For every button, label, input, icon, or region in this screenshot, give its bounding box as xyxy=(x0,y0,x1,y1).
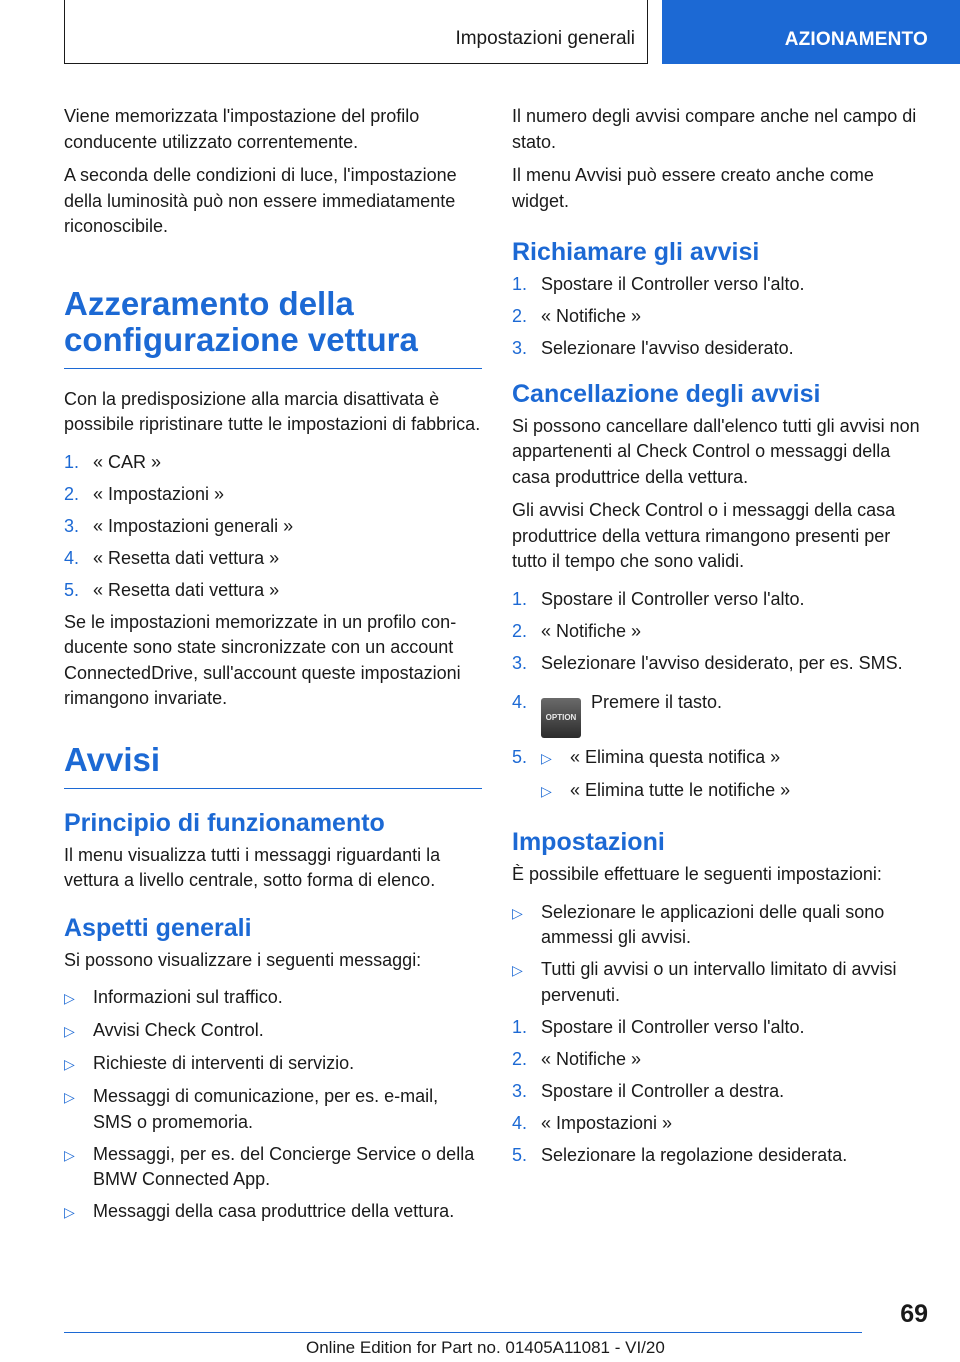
step-number: 4. xyxy=(512,692,528,712)
triangle-bullet-icon: ▷ xyxy=(512,962,523,978)
paragraph: Si possono visualizzare i seguenti messaggi: xyxy=(64,949,422,970)
footer-edition: Online Edition for Part no. 01405A11081 - VI/20 xyxy=(306,1338,665,1357)
list-item xyxy=(64,1142,482,1193)
bullet-text: Avvisi Check Control. xyxy=(93,1020,264,1040)
step-text: « Resetta dati vettura » xyxy=(93,547,280,568)
paragraph: Se le impostazioni memorizzate in un profilo conducente sono state sincronizzate con un account ConnectedDrive, sull'account queste impostazioni rimangono invariate. xyxy=(64,611,461,708)
step-number: 1. xyxy=(512,1016,528,1037)
list-item xyxy=(64,1199,482,1226)
step-text: Selezionare la regolazione desiderata. xyxy=(541,1144,848,1165)
heading-richiamare: Richiamare gli avvisi xyxy=(512,238,760,266)
delete-steps-list xyxy=(512,587,922,805)
settings-steps-list xyxy=(512,1015,922,1169)
step-text: « Notifiche » xyxy=(541,306,642,326)
step-number: 4. xyxy=(512,1112,528,1133)
bullet-text: Selezionare le applicazioni delle quali sono ammessi gli avvisi. xyxy=(541,901,885,947)
list-item xyxy=(64,514,482,540)
step-text: Selezionare l'avviso desiderato. xyxy=(541,338,794,358)
header-chapter-title: AZIONAMENTO xyxy=(784,29,928,50)
step-number: 5. xyxy=(512,746,528,767)
triangle-bullet-icon: ▷ xyxy=(512,904,523,921)
list-item xyxy=(512,1015,922,1041)
list-item xyxy=(512,957,922,1008)
triangle-bullet-icon: ▷ xyxy=(64,990,75,1006)
list-item xyxy=(64,1084,482,1135)
heading-reset: Azzeramento della configurazione vettura xyxy=(64,286,482,369)
right-column xyxy=(512,104,922,1175)
triangle-bullet-icon: ▷ xyxy=(541,749,552,766)
list-item xyxy=(512,336,922,362)
list-item xyxy=(512,272,922,298)
list-item xyxy=(512,690,922,738)
triangle-bullet-icon: ▷ xyxy=(64,1146,75,1163)
step-number: 2. xyxy=(512,620,528,641)
list-item xyxy=(64,578,482,604)
option-button-icon: OPTION xyxy=(541,698,581,738)
step-text: « Resetta dati vettura » xyxy=(93,579,280,600)
step-text: Spostare il Controller verso l'alto. xyxy=(541,1016,805,1037)
step-number: 1. xyxy=(512,274,528,294)
step-number: 3. xyxy=(64,515,80,536)
paragraph: Viene memorizzata l'impostazione del profilo conducente utilizzato correntemente. xyxy=(64,106,420,152)
step-number: 3. xyxy=(512,338,528,358)
triangle-bullet-icon: ▷ xyxy=(64,1204,75,1220)
paragraph: Con la predisposizione alla marcia disattivata è possibile ripristinare tutte le impostazioni di fabbrica. xyxy=(64,388,481,434)
step-number: 2. xyxy=(64,483,80,504)
step-number: 5. xyxy=(64,579,80,600)
step-text: « Impostazioni » xyxy=(93,483,225,504)
list-item xyxy=(512,745,922,772)
bullet-text: Richieste di interventi di servizio. xyxy=(93,1053,355,1073)
list-sub-item xyxy=(541,778,922,805)
paragraph: A seconda delle condizioni di luce, l'impostazione della luminosità può non essere immediatamente riconoscibile. xyxy=(64,165,457,236)
list-item xyxy=(64,1051,482,1078)
step-text: « CAR » xyxy=(93,451,162,472)
step-content xyxy=(541,690,722,738)
heading-principio: Principio di funzionamento xyxy=(64,808,385,837)
paragraph: Si possono cancellare dall'elenco tutti gli avvisi non appartenenti al Check Control o messaggi della casa produttrice della vettura. xyxy=(512,415,920,487)
left-column xyxy=(64,104,482,1232)
heading-cancellazione: Cancellazione degli avvisi xyxy=(512,379,821,408)
list-item xyxy=(64,482,482,508)
list-item xyxy=(64,546,482,572)
step-text: « Impostazioni generali » xyxy=(93,515,294,536)
step-text: « Notifiche » xyxy=(541,620,642,641)
footer-divider xyxy=(64,1332,862,1333)
step-text: Spostare il Controller verso l'alto. xyxy=(541,588,805,609)
paragraph: Il menu Avvisi può essere creato anche come widget. xyxy=(512,165,874,211)
triangle-bullet-icon: ▷ xyxy=(64,1089,75,1105)
triangle-bullet-icon: ▷ xyxy=(64,1056,75,1072)
list-item xyxy=(512,1047,922,1073)
step-number: 1. xyxy=(64,451,80,472)
header-section-title: Impostazioni generali xyxy=(455,28,635,49)
step-number: 3. xyxy=(512,652,528,673)
bullet-text: Messaggi di comunicazione, per es. e-mail, SMS o promemoria. xyxy=(93,1086,439,1132)
list-item xyxy=(512,1079,922,1105)
reset-steps-list xyxy=(64,450,482,604)
list-item xyxy=(512,1143,922,1169)
step-text: « Impostazioni » xyxy=(541,1112,673,1133)
step-number: 4. xyxy=(64,547,80,568)
bullet-text: Tutti gli avvisi o un intervallo limitato di avvisi pervenuti. xyxy=(541,959,897,1005)
list-item xyxy=(512,304,922,330)
bullet-text: « Elimina tutte le notifiche » xyxy=(570,779,791,800)
heading-impostazioni: Impostazioni xyxy=(512,828,665,856)
paragraph: È possibile effettuare le seguenti impostazioni: xyxy=(512,864,882,884)
step-text: Selezionare l'avviso desiderato, per es. SMS. xyxy=(541,652,903,673)
bullet-text: Messaggi della casa produttrice della vettura. xyxy=(93,1201,455,1221)
bullet-text: Informazioni sul traffico. xyxy=(93,987,283,1007)
paragraph: Il numero degli avvisi compare anche nel campo di stato. xyxy=(512,106,917,152)
list-item xyxy=(512,1111,922,1137)
header-chapter-tab xyxy=(662,0,960,64)
step-text: « Notifiche » xyxy=(541,1048,642,1069)
list-item xyxy=(512,900,922,951)
step-number: 2. xyxy=(512,306,528,326)
paragraph: Il menu visualizza tutti i messaggi riguardanti la vettura a livello centrale, sotto forma di elenco. xyxy=(64,844,441,890)
list-item xyxy=(64,985,482,1012)
step-number: 2. xyxy=(512,1048,528,1069)
heading-avvisi: Avvisi xyxy=(64,742,482,789)
page-number: 69 xyxy=(900,1300,928,1328)
step-number: 5. xyxy=(512,1144,528,1165)
list-item xyxy=(512,587,922,613)
step-text: Premere il tasto. xyxy=(591,692,723,712)
step-text: « Elimina questa notifica » xyxy=(570,746,781,767)
list-item xyxy=(512,651,922,677)
message-types-list xyxy=(64,985,482,1226)
bullet-text: Messaggi, per es. del Concierge Service o della BMW Connected App. xyxy=(93,1143,475,1189)
triangle-bullet-icon: ▷ xyxy=(541,782,552,799)
list-item xyxy=(64,450,482,476)
settings-options-list xyxy=(512,900,922,1009)
header-section-box xyxy=(64,0,648,64)
list-item xyxy=(512,619,922,645)
paragraph: Gli avvisi Check Control o i messaggi della casa produttrice della vettura rimangono presenti per tutto il tempo che sono validi. xyxy=(512,500,896,571)
list-item xyxy=(64,1018,482,1045)
step-text: Spostare il Controller a destra. xyxy=(541,1080,785,1101)
step-number: 1. xyxy=(512,588,528,609)
triangle-bullet-icon: ▷ xyxy=(64,1023,75,1039)
step-number: 3. xyxy=(512,1080,528,1101)
recall-steps-list xyxy=(512,272,922,362)
step-text: Spostare il Controller verso l'alto. xyxy=(541,274,805,294)
heading-aspetti: Aspetti generali xyxy=(64,913,252,942)
